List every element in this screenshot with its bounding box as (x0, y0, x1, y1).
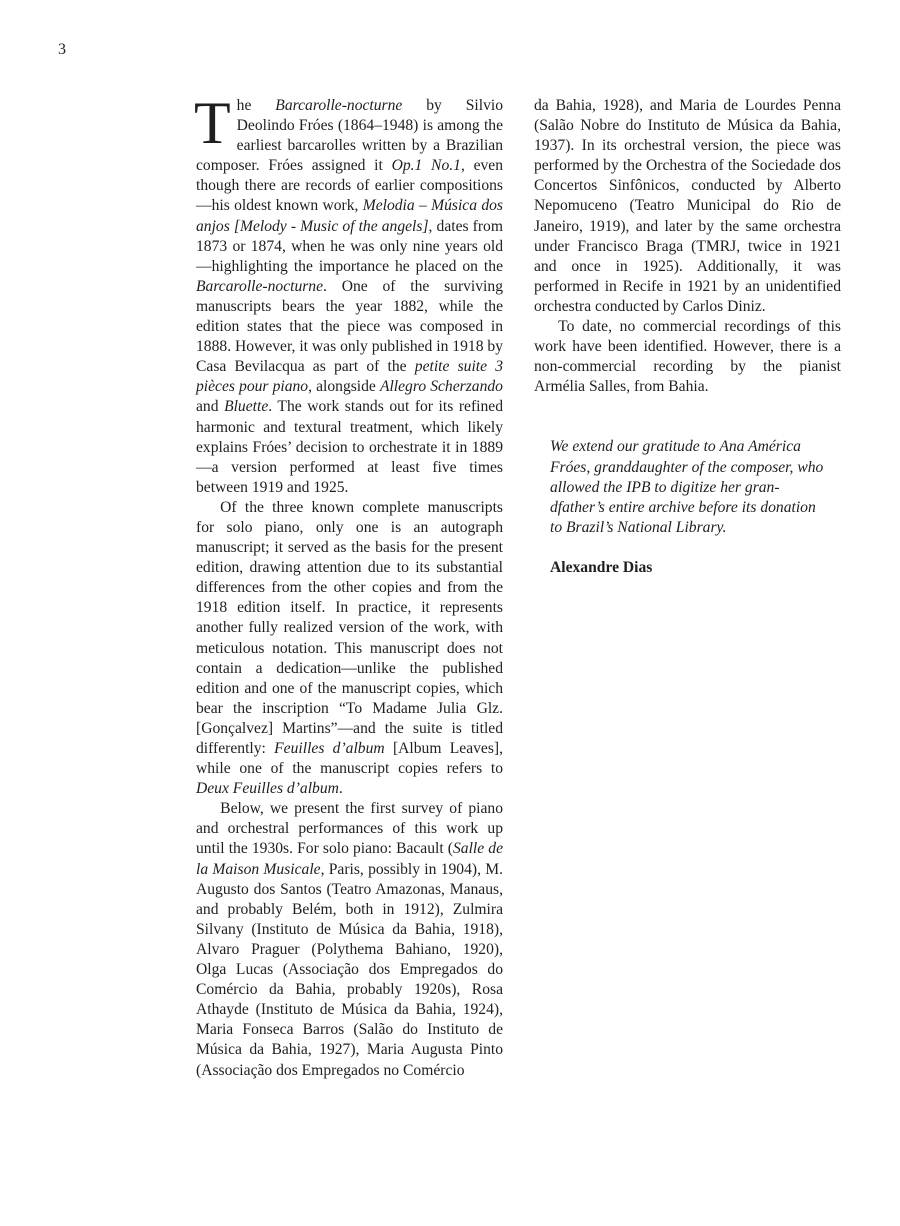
italic-title: Bluette (224, 398, 269, 416)
text-run: . The work stands out for its refined harmonic and textural treatment, which likely explains Fróes’ decision to orchestrate it in 1889—a version performed at least five times between 1919 and 1925. (196, 398, 503, 496)
text-run: , even though there are records of earlier compositions—his oldest known work, (196, 157, 504, 215)
text-run: . One of the surviving manuscripts bears the year 1882, while the edition states that the piece was composed in 1888. However, it was only published in 1918 by Casa Bevilacqua as part of the (196, 277, 503, 376)
intro-paragraph (194, 90, 504, 498)
performances-paragraph (196, 799, 503, 1080)
recordings-paragraph: To date, no commercial recordings of this work have been identified. However, there is a non-commercial recording by the pianist Armélia Salles, from Bahia. (534, 318, 841, 396)
text-run: , dates from 1873 or 1874, when he was only nine years old—highlighting the importance he placed on the (196, 217, 503, 275)
text-run: by Silvio Deolindo Fróes (1864–1948) is among the earliest barcarolles written by a Brazilian composer. Fróes assigned it (196, 97, 504, 175)
text-run: Below, we present the first survey of piano and orchestral performances of this work up until the 1930s. For solo piano: Bacault ( (196, 800, 503, 858)
italic-title: Feuilles d’album (274, 740, 385, 757)
author-name: Alexandre Dias (550, 558, 653, 576)
text-run: and (196, 398, 225, 416)
acknowledgement: We extend our gratitude to Ana América Fróes, granddaughter of the composer, who allowed the IPB to digitize her grandfather’s entire archive before its donation to Brazil’s National Library. (550, 438, 824, 536)
text-run: Of the three known complete manuscripts for solo piano, only one is an autograph manuscript; it served as the basis for the present edition, drawing attention due to its substantial differences from the other copies and from the 1918 edition itself. In practice, it represents another fully realized version of the work, with meticulous notation. This manuscript does not contain a dedication—unlike the published edition and one of the manuscript copies, which bear the inscription “To Madame Julia Glz. [Gonçalvez] Martins”—and the suite is titled differently: (196, 498, 503, 757)
text-run: he (236, 97, 276, 114)
text-run: , alongside (308, 378, 380, 396)
performances-continued-paragraph: da Bahia, 1928), and Maria de Lourdes Penna (Salão Nobre do Instituto de Música da Bahia, 1937). In its orchestral version, the piece was performed by the Orchestra of the Sociedade dos Concertos Sinfônicos, conducted by Alberto Nepomuceno (Teatro Municipal do Rio de Janeiro, 1919), and later by the same orchestra under Francisco Braga (TMRJ, twice in 1921 and once in 1925). Additionally, it was performed in Recife in 1921 by an unidentified orchestra conducted by Carlos Diniz. (534, 97, 841, 315)
italic-title: Deux Feuilles d’album (196, 780, 339, 798)
text-run: , Paris, possibly in 1904), M. Augusto dos Santos (Teatro Amazonas, Manaus, and probably Belém, both in 1912), Zulmira Silvany (Instituto de Música da Bahia, 1918), Alvaro Praguer (Polythema Bahiano, 1920), Olga Lucas (Associação dos Empregados do Comércio da Bahia, probably 1920s), Rosa Athayde (Instituto de Música da Bahia, 1924), Maria Fonseca Barros (Salão do Instituto de Música da Bahia, 1927), Maria Augusta Pinto (Associação dos Empregados no Comércio (196, 860, 503, 1079)
left-column (194, 90, 504, 1081)
italic-title: Barcarolle-nocturne (196, 277, 324, 295)
text-run: [Album Leaves], while one of the manuscript copies refers to (196, 740, 503, 778)
italic-title: Melodia – Música dos anjos [Melody - Music of the angels] (196, 197, 504, 235)
italic-title: Barcarolle-nocturne (275, 97, 403, 114)
drop-cap: T (194, 90, 231, 156)
italic-title: Allegro Scherzando (379, 378, 503, 396)
italic-title: petite suite 3 pièces pour piano (196, 358, 503, 396)
italic-venue: Salle de la Maison Musicale (196, 840, 504, 878)
page-number: 3 (58, 41, 66, 58)
text-run: . (338, 780, 343, 798)
manuscripts-paragraph (196, 498, 503, 799)
italic-opus: Op.1 No.1 (391, 157, 461, 175)
right-column (534, 96, 841, 578)
